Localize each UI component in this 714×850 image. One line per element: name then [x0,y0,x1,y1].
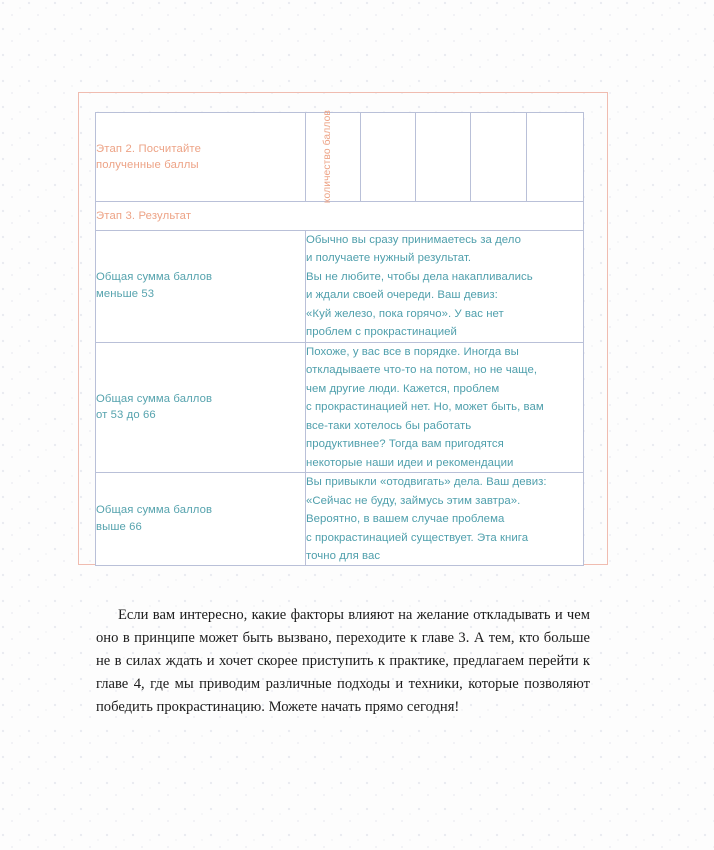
result-score-label-3-line2: выше 66 [96,521,142,534]
result-2-line-2: откладываете что-то на потом, но не чаще, [306,364,538,377]
score-input-cell-2[interactable] [416,113,471,202]
table-row-result-1 [96,231,584,343]
result-1-line-4: и ждали своей очереди. Ваш девиз: [306,289,498,302]
result-2-line-5: все-таки хотелось бы работать [306,419,472,432]
score-input-cell-4[interactable] [527,113,584,202]
stage2-label-line1: Этап 2. Посчитайте [96,142,202,155]
result-score-label-1 [96,231,306,343]
points-count-header-cell [306,110,361,204]
score-result-table [95,112,584,566]
result-description-2 [306,342,584,472]
result-score-label-3 [96,473,306,566]
result-3-line-5: точно для вас [306,549,381,562]
result-description-3 [306,473,584,566]
stage2-label-cell [96,113,306,202]
table-row-result-3 [96,473,584,566]
table-row-result-2 [96,342,584,472]
result-score-label-2-line1: Общая сумма баллов [96,392,213,405]
stage2-label-line2: полученные баллы [96,159,199,171]
table-row-stage2 [96,113,584,202]
result-3-line-1: Вы привыкли «отодвигать» дела. Ваш девиз: [306,476,547,489]
vertical-header-wrap [306,110,360,204]
result-1-line-1: Обычно вы сразу принимаетесь за дело [306,234,521,246]
points-count-vertical-label: количество баллов [322,110,333,204]
result-3-line-3: Вероятно, в вашем случае проблема [306,513,505,526]
result-2-line-3: чем другие люди. Кажется, проблем [306,382,500,395]
result-3-line-2: «Сейчас не буду, займусь этим завтра». [306,494,521,507]
result-description-1 [306,231,584,343]
result-2-line-4: с прокрастинацией нет. Но, может быть, вам [306,401,544,414]
result-1-line-2: и получаете нужный результат. [306,252,472,265]
score-input-cell-3[interactable] [471,113,527,202]
result-score-label-2-line2: от 53 до 66 [96,409,156,422]
result-2-line-7: некоторые наши идеи и рекомендации [306,456,514,469]
score-input-cell-1[interactable] [361,113,416,202]
result-3-line-4: с прокрастинацией существует. Эта книга [306,531,529,544]
result-score-label-1-line2: меньше 53 [96,288,155,301]
result-score-label-3-line1: Общая сумма баллов [96,504,213,517]
result-score-label-2 [96,342,306,472]
stage3-label-cell: Этап 3. Результат [96,202,584,231]
body-paragraph: Если вам интересно, какие факторы влияют на желание откладывать и чем оно в принципе может быть вызвано, переходите к главе 3. А тем, кто больше не в силах ждать и хочет скорее приступить к практике, предлагаем перейти к главе 4, где мы приводим различные подходы и техники, которые позволяют победить прокрастинацию. Можете начать прямо сегодня! [96,606,590,715]
result-score-label-1-line1: Общая сумма баллов [96,271,213,284]
result-2-line-6: продуктивнее? Тогда вам пригодятся [306,438,504,451]
result-2-line-1: Похоже, у вас все в порядке. Иногда вы [306,345,519,358]
result-1-line-3: Вы не любите, чтобы дела накапливались [306,270,533,283]
result-1-line-6: проблем с прокрастинацией [306,326,457,339]
table-row-stage3 [96,202,584,231]
result-1-line-5: «Куй железо, пока горячо». У вас нет [306,307,504,320]
